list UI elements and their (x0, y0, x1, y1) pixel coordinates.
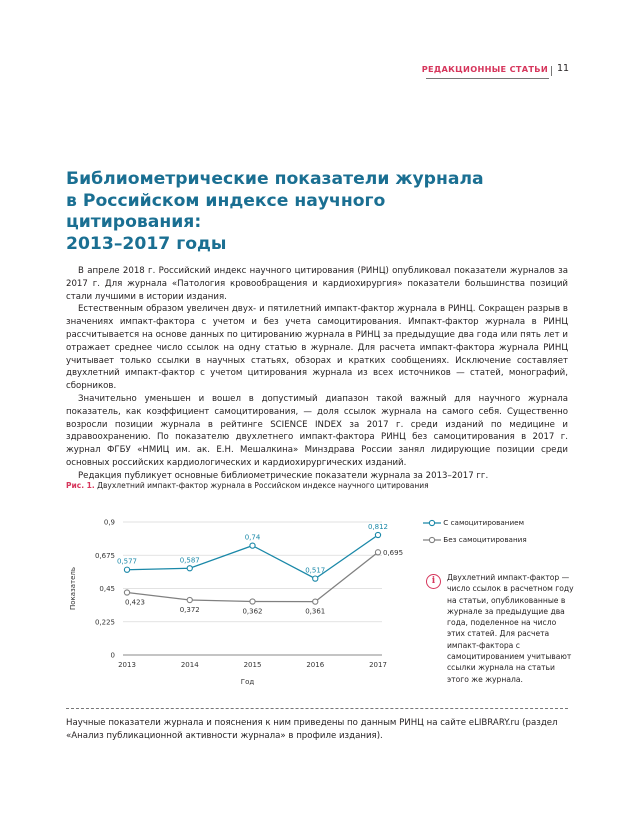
y-tick-label: 0,675 (94, 551, 115, 560)
data-point (250, 599, 255, 604)
paragraph: Значительно уменьшен и вошел в допустимый диапазон такой важный для научного журнала показатель, как коэффициент самоцитирования, — доля ссылок журнала на самого себя. Существенно возросли позиции журнала в рейтинге SCIENCE INDEX за 2017 г. среди изданий по медицине и здравоохранению. По показателю двухлетнего импакт-фактора РИНЦ без самоцитирования в 2017 г. журнал ФГБУ «НМИЦ им. ак. Е.Н. Мешалкина» Минздрава России занял лидирующие позиции среди основных российских кардиологических и кардиохирургических изданий. (66, 393, 568, 468)
footnote-divider (66, 708, 568, 709)
data-point (313, 599, 318, 604)
y-tick-label: 0,9 (103, 518, 115, 527)
info-icon: i (426, 574, 441, 589)
x-tick-label: 2013 (118, 661, 136, 669)
x-tick-label: 2014 (180, 661, 199, 669)
paragraph: В апреле 2018 г. Российский индекс научного цитирования (РИНЦ) опубликовал показатели журналов за 2017 г. Для журнала «Патология кровообращения и кардиохирургия» показатели большинства позиций стали лучшими в истории издания. (66, 266, 568, 302)
legend-swatch (423, 519, 441, 527)
data-label: 0,517 (305, 566, 326, 575)
data-point (187, 566, 192, 571)
figure-caption-text: Двухлетний импакт-фактор журнала в Российском индексе научного цитирования (97, 481, 429, 490)
y-tick-label: 0 (110, 651, 115, 660)
page-number: 11 (557, 63, 570, 74)
line-chart (60, 500, 404, 695)
header-rule (426, 78, 549, 79)
info-text: Двухлетний импакт-фактор — число ссылок в расчетном году на статьи, опубликованные в журнале за предыдущие два года, поделенное на число этих статей. Для расчета импакт-фактора с самоцитированием учитывают ссылки журнала на статьи этого же журнала. (447, 573, 574, 684)
data-label: 0,372 (179, 606, 200, 615)
data-point (124, 567, 129, 572)
x-tick-label: 2016 (306, 661, 325, 669)
data-point (313, 576, 318, 581)
x-tick-label: 2015 (243, 661, 262, 669)
y-axis-label: Показатель (69, 566, 77, 611)
paragraph: Редакция публикует основные библиометрические показатели журнала за 2013–2017 гг. (78, 470, 489, 481)
data-label: 0,812 (367, 523, 389, 532)
x-axis-label: Год (240, 678, 255, 686)
data-label: 0,587 (179, 556, 200, 565)
data-label: 0,74 (244, 533, 261, 542)
title-line: Библиометрические показатели журнала (66, 169, 484, 189)
legend-label: Без самоцитирования (443, 535, 527, 544)
section-header: РЕДАКЦИОННЫЕ СТАТЬИ (421, 64, 548, 74)
header-divider (551, 66, 552, 76)
footnote: Научные показатели журнала и пояснения к ним приведены по данным РИНЦ на сайте eLIBRARY.ru (раздел «Анализ публикационной активности журнала» в профиле издания). (66, 718, 558, 741)
data-point (375, 532, 380, 537)
data-label: 0,423 (124, 598, 146, 607)
figure-label: Рис. 1. (66, 481, 95, 490)
data-label: 0,361 (305, 607, 326, 616)
y-tick-label: 0,45 (99, 585, 115, 593)
paragraph: Естественным образом увеличен двух- и пятилетний импакт-фактор журнала в РИНЦ. Сокращен разрыв в значениях импакт-фактора с учетом и без учета самоцитирования. Импакт-фактор журнала в РИНЦ рассчитывается на основе данных по цитированию журнала в РИНЦ за предыдущие два года или пять лет и отражает среднее число ссылок на одну статью в журнале. Для расчета импакт-фактора журнала РИНЦ учитывает только ссылки в научных статьях, обзорах и кратких сообщениях. Исключение составляет двухлетний импакт-фактор с учетом цитирования журнала из всех источников — статей, монографий, сборников. (66, 304, 568, 392)
y-tick-label: 0,225 (94, 618, 115, 627)
legend-item-self-citation (423, 518, 524, 527)
legend-item-no-self-citation (423, 535, 527, 544)
title-line: 2013–2017 годы (66, 233, 227, 254)
data-label: 0,577 (116, 557, 138, 566)
title-line: в Российском индексе научного цитирования: (66, 190, 386, 232)
series-line (127, 552, 378, 601)
article-body (66, 265, 568, 483)
data-point (375, 550, 380, 555)
data-point (250, 543, 255, 548)
data-point (124, 590, 129, 595)
legend-label: С самоцитированием (443, 518, 525, 527)
figure-caption (66, 481, 429, 490)
legend-swatch (423, 536, 441, 544)
article-title (66, 169, 506, 255)
x-tick-label: 2017 (369, 661, 387, 669)
data-label: 0,362 (242, 607, 263, 616)
data-label: 0,695 (383, 548, 404, 557)
data-point (187, 597, 192, 602)
